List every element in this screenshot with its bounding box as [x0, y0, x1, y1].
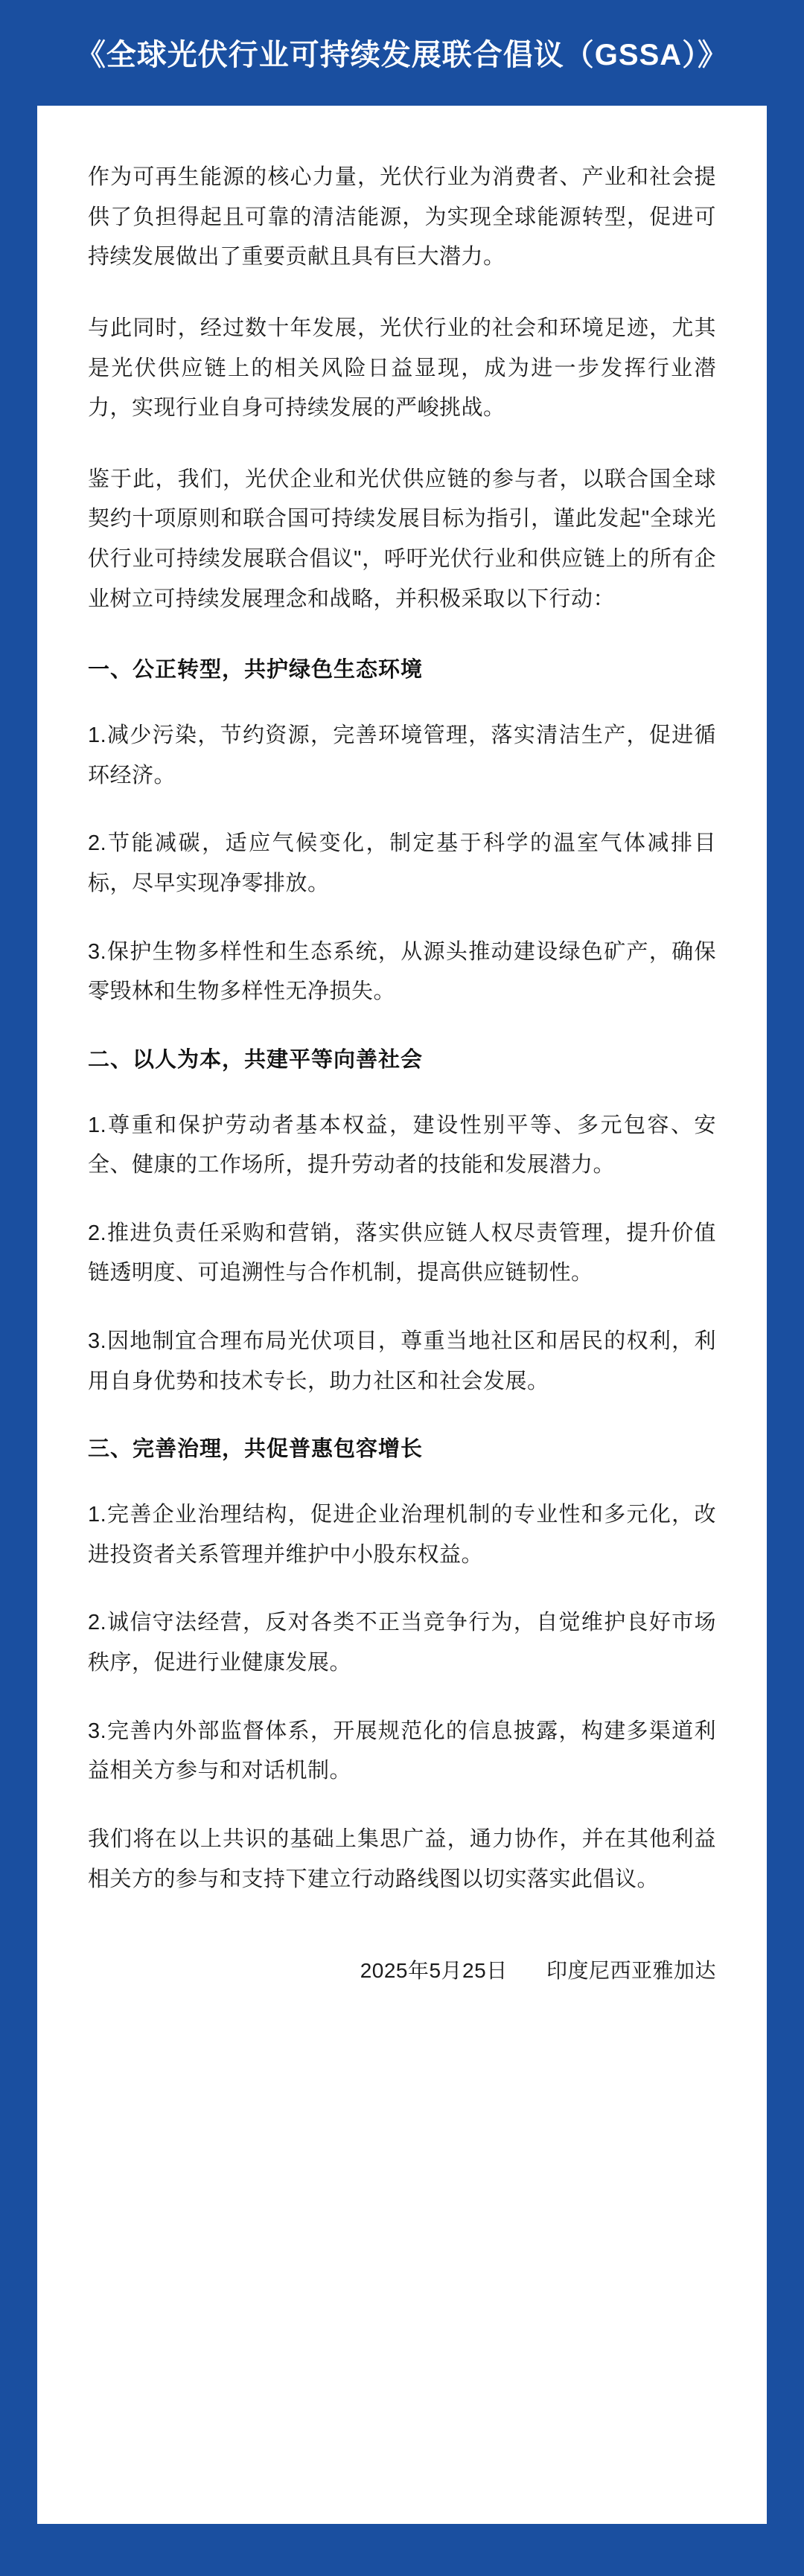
section-1-item-1: 1.减少污染，节约资源，完善环境管理，落实清洁生产，促进循环经济。 — [88, 723, 716, 787]
section-2-item-3: 3.因地制宜合理布局光伏项目，尊重当地社区和居民的权利，利用自身优势和技术专长，助力社区和社会发展。 — [88, 1329, 716, 1393]
section-heading-1: 一、公正转型，共护绿色生态环境 — [88, 658, 424, 683]
section-1-item-3: 3.保护生物多样性和生态系统，从源头推动建设绿色矿产，确保零毁林和生物多样性无净损失。 — [88, 939, 716, 1004]
document-footer — [88, 1955, 716, 1984]
document-sheet — [37, 106, 767, 2524]
section-2-item-1: 1.尊重和保护劳动者基本权益，建设性别平等、多元包容、安全、健康的工作场所，提升劳动者的技能和发展潜力。 — [88, 1113, 716, 1177]
footer-date: 2025年5月25日 — [360, 1959, 508, 1983]
page-title: 《全球光伏行业可持续发展联合倡议（GSSA）》 — [75, 39, 729, 71]
section-2-item-2: 2.推进负责任采购和营销，落实供应链人权尽责管理，提升价值链透明度、可追溯性与合作机制，提高供应链韧性。 — [88, 1221, 716, 1285]
bottom-strip — [37, 2524, 767, 2576]
closing-paragraph: 我们将在以上共识的基础上集思广益，通力协作，并在其他利益相关方的参与和支持下建立行动路线图以切实落实此倡议。 — [88, 1826, 716, 1891]
footer-place: 印度尼西亚雅加达 — [546, 1959, 716, 1983]
section-3-item-1: 1.完善企业治理结构，促进企业治理机制的专业性和多元化，改进投资者关系管理并维护中小股东权益。 — [88, 1503, 716, 1567]
section-3-item-2: 2.诚信守法经营，反对各类不正当竞争行为，自觉维护良好市场秩序，促进行业健康发展。 — [88, 1611, 716, 1675]
section-1-item-2: 2.节能减碳，适应气候变化，制定基于科学的温室气体减排目标，尽早实现净零排放。 — [88, 831, 716, 895]
intro-paragraph-1: 作为可再生能源的核心力量，光伏行业为消费者、产业和社会提供了负担得起且可靠的清洁能源，为实现全球能源转型，促进可持续发展做出了重要贡献且具有巨大潜力。 — [88, 165, 716, 269]
intro-paragraph-2: 与此同时，经过数十年发展，光伏行业的社会和环境足迹，尤其是光伏供应链上的相关风险日益显现，成为进一步发挥行业潜力，实现行业自身可持续发展的严峻挑战。 — [88, 316, 716, 421]
section-3-item-3: 3.完善内外部监督体系，开展规范化的信息披露，构建多渠道利益相关方参与和对话机制。 — [88, 1719, 716, 1783]
section-heading-2: 二、以人为本，共建平等向善社会 — [88, 1047, 424, 1072]
intro-paragraph-3: 鉴于此，我们，光伏企业和光伏供应链的参与者，以联合国全球契约十项原则和联合国可持续发展目标为指引，谨此发起"全球光伏行业可持续发展联合倡议"，呼吁光伏行业和供应链上的所有企业树立可持续发展理念和战略，并积极采取以下行动： — [88, 467, 716, 611]
section-heading-3: 三、完善治理，共促普惠包容增长 — [88, 1437, 424, 1462]
